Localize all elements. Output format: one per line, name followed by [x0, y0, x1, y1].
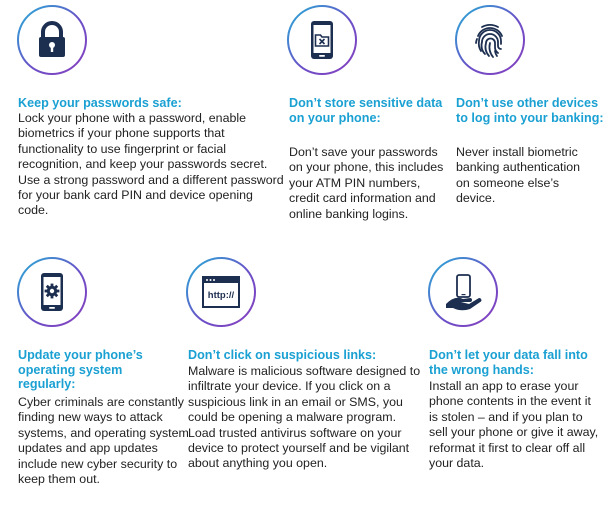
tip-body: Malware is malicious software designed to infiltrate your device. If you click on a suspicious link in an email or SMS, you could be opening a malware program. Load trusted antivirus software on your device to protect yourself and be vigilant about anything you open.: [188, 364, 421, 471]
tip-body: Don’t save your passwords on your phone, this includes your ATM PIN numbers, credit card information and online banking logins.: [289, 145, 444, 221]
fingerprint-icon: [455, 5, 525, 75]
tip-body: Lock your phone with a password, enable biometrics if your phone supports that functionality to use fingerprint or facial recognition, and keep your passwords secret. Use a strong password and a different password for your bank card PIN and device opening code.: [18, 111, 284, 218]
tip-title: Don’t click on suspicious links:: [188, 348, 377, 362]
tip-body: Install an app to erase your phone contents in the event it is stolen – and if you plan to sell your phone or give it away, reformat it first to clear off all your data.: [429, 379, 599, 471]
phone-with-gear-icon: [17, 257, 87, 327]
tip-title: Keep your passwords safe:: [18, 96, 182, 110]
tip-body: Never install biometric banking authentication on someone else’s device.: [456, 145, 581, 206]
tip-title: [289, 96, 454, 125]
tip-title-line-2: on your phone:: [289, 110, 381, 125]
browser-http-text: http://: [207, 290, 235, 301]
tip-title: Update your phone’s operating system regularly:: [18, 348, 143, 391]
hand-holding-phone-icon: [428, 257, 498, 327]
padlock-icon: [17, 5, 87, 75]
browser-http-icon: [186, 257, 256, 327]
tip-title-line-1: Don’t store sensitive data: [289, 96, 443, 110]
tip-body: Cyber criminals are constantly finding new ways to attack systems, and operating system updates and app updates include new cyber security to keep them out.: [18, 395, 189, 487]
phone-with-x-folder-icon: [287, 5, 357, 75]
tip-title: Don’t use other devices to log into your banking:: [456, 96, 604, 125]
tip-title: Don’t let your data fall into the wrong hands:: [429, 348, 588, 377]
